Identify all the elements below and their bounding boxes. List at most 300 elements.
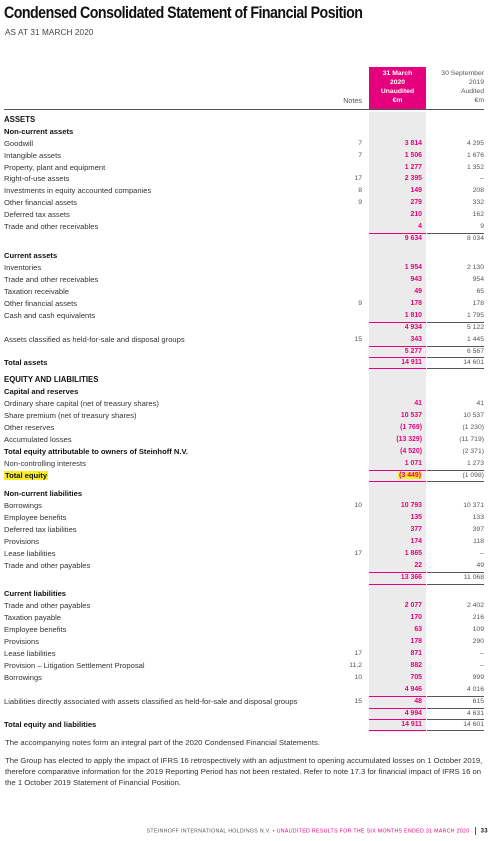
row-note <box>324 548 362 559</box>
row-previous-value-text: – <box>480 662 484 669</box>
row-current-value-text: (4 520) <box>400 448 422 455</box>
page-title: Condensed Consolidated Statement of Financial Position <box>4 4 363 22</box>
row-previous-value-text: 14 601 <box>463 359 484 366</box>
row-current-value <box>369 357 422 368</box>
footer-company: STEINHOFF INTERNATIONAL HOLDINGS N.V. <box>146 828 271 835</box>
row-current-value-text: 4 994 <box>404 710 422 717</box>
row-current-value <box>369 672 422 683</box>
row-label <box>4 274 98 285</box>
row-current-value-text: 14 911 <box>401 359 422 366</box>
row-label-text: Borrowings <box>4 673 42 682</box>
table-row <box>4 600 488 611</box>
current-header-unit: €m <box>392 97 403 104</box>
row-label-text: Non-controlling interests <box>4 459 86 468</box>
page-number: 33 <box>480 828 488 835</box>
table-row <box>4 386 488 397</box>
row-label-text: ASSETS <box>4 115 36 124</box>
row-current-value <box>369 274 422 285</box>
row-current-value-text: 943 <box>410 276 422 283</box>
row-label-text: Current liabilities <box>4 589 67 598</box>
total-rule <box>369 572 426 573</box>
table-row <box>4 512 488 523</box>
row-current-value-text: 2 077 <box>404 602 422 609</box>
table-row <box>4 173 488 184</box>
row-previous-value-text: 49 <box>476 562 484 569</box>
row-current-value <box>369 636 422 647</box>
table-row <box>4 636 488 647</box>
row-current-value <box>369 233 422 244</box>
row-label <box>4 209 70 220</box>
row-label-text: Provisions <box>4 637 40 646</box>
row-current-value <box>369 648 422 659</box>
footer-divider <box>475 827 476 835</box>
row-note <box>324 197 362 208</box>
row-previous-value <box>427 672 484 683</box>
table-row <box>4 298 488 309</box>
row-note-text: 8 <box>358 187 362 194</box>
row-label-text: Total equity attributable to owners of Steinhoff N.V. <box>4 447 188 456</box>
table-row <box>4 262 488 273</box>
row-previous-value <box>427 138 484 149</box>
row-current-value-text: 41 <box>414 400 422 407</box>
row-note <box>324 672 362 683</box>
row-current-value <box>369 684 422 695</box>
row-label-text: Total assets <box>4 358 48 367</box>
total-rule <box>427 368 484 369</box>
total-rule <box>427 357 484 358</box>
row-label <box>4 548 56 559</box>
row-current-value-text: 343 <box>410 336 422 343</box>
table-row <box>4 138 488 149</box>
row-previous-value <box>427 470 484 481</box>
row-current-value-text: 170 <box>410 614 422 621</box>
row-label <box>4 250 57 261</box>
row-note-text: 9 <box>358 199 362 206</box>
row-label-text: Employee benefits <box>4 625 67 634</box>
row-previous-value-text: – <box>480 550 484 557</box>
table-row <box>4 500 488 511</box>
row-note-text: 17 <box>354 650 362 657</box>
row-current-value <box>369 221 422 232</box>
row-label-text: Total equity and liabilities <box>4 720 97 729</box>
row-label-text: Borrowings <box>4 501 42 510</box>
table-row <box>4 560 488 571</box>
row-previous-value <box>427 446 484 457</box>
row-previous-value-text: 14 601 <box>463 721 484 728</box>
row-current-value-text: 13 366 <box>400 574 422 581</box>
row-previous-value <box>427 357 484 368</box>
row-previous-value <box>427 322 484 333</box>
table-row <box>4 374 488 385</box>
row-label-text: Goodwill <box>4 139 34 148</box>
row-label-text: Trade and other receivables <box>4 275 99 284</box>
row-previous-value-text: 9 <box>480 223 484 230</box>
note-integral: The accompanying notes form an integral part of the 2020 Condensed Financial Statements. <box>5 738 320 747</box>
row-current-value-text: 149 <box>410 187 422 194</box>
row-label <box>4 458 86 469</box>
table-row <box>4 126 488 137</box>
row-current-value <box>369 600 422 611</box>
row-current-value-text: 1 071 <box>404 460 422 467</box>
row-label <box>4 488 82 499</box>
table-row <box>4 150 488 161</box>
row-previous-value-text: 162 <box>472 211 484 218</box>
row-previous-value-text: 2 130 <box>466 264 484 271</box>
row-note <box>324 298 362 309</box>
row-current-value <box>369 660 422 671</box>
row-previous-value-text: 133 <box>472 514 484 521</box>
row-note <box>324 150 362 161</box>
previous-header-year: 2019 <box>468 79 484 86</box>
row-previous-value-text: 8 034 <box>466 235 484 242</box>
row-label-text: Provision – Litigation Settlement Proposal <box>4 661 145 670</box>
table-row <box>4 719 488 730</box>
row-previous-value <box>427 524 484 535</box>
note-ifrs16: The Group has elected to apply the impact of IFRS 16 retrospectively with an adjustment to opening accumulated losses on 1 October 2019, therefore comparative information for the 2019 Reporting Period has not been restated. Refer to note 17.3 for financial impact of IFRS 16 on the 1 October 2019 Statement of Financial Position. <box>5 756 483 787</box>
row-current-value <box>369 446 422 457</box>
table-row <box>4 696 488 707</box>
row-current-value-text: 135 <box>410 514 422 521</box>
row-label <box>4 500 42 511</box>
row-label <box>4 221 98 232</box>
row-label <box>4 434 72 445</box>
row-previous-value-text: 5 122 <box>466 324 484 331</box>
row-previous-value <box>427 410 484 421</box>
row-current-value-text: 178 <box>410 638 422 645</box>
table-row <box>4 310 488 321</box>
row-note-text: 7 <box>358 140 362 147</box>
row-previous-value <box>427 286 484 297</box>
row-previous-value-text: 4 631 <box>466 710 484 717</box>
row-label-text: Lease liabilities <box>4 549 56 558</box>
table-row <box>4 684 488 695</box>
row-current-value <box>369 346 422 357</box>
row-label-text: Capital and reserves <box>4 387 79 396</box>
row-previous-value <box>427 512 484 523</box>
row-current-value-text: (13 329) <box>396 436 422 443</box>
total-rule <box>369 481 426 482</box>
table-row <box>4 548 488 559</box>
row-label <box>4 334 185 345</box>
row-label <box>4 600 90 611</box>
row-current-value <box>369 560 422 571</box>
row-label-text: Investments in equity accounted companies <box>4 186 152 195</box>
row-previous-value <box>427 298 484 309</box>
page-subtitle: AS AT 31 MARCH 2020 <box>5 28 94 37</box>
row-label <box>4 636 39 647</box>
row-current-value <box>369 150 422 161</box>
row-label <box>4 286 69 297</box>
row-note-text: 11.2 <box>349 662 362 669</box>
row-previous-value-text: 615 <box>472 698 484 705</box>
row-previous-value <box>427 684 484 695</box>
row-label-text: Trade and other payables <box>4 601 91 610</box>
row-current-value <box>369 334 422 345</box>
row-label <box>4 422 54 433</box>
row-label <box>4 398 159 409</box>
total-rule <box>369 233 426 234</box>
table-row <box>4 221 488 232</box>
row-current-value <box>369 548 422 559</box>
row-current-value-text: 279 <box>410 199 422 206</box>
row-current-value-text: 48 <box>414 698 422 705</box>
row-note <box>324 500 362 511</box>
previous-header-unit: €m <box>474 97 484 104</box>
table-row <box>4 612 488 623</box>
previous-header-status: Audited <box>460 88 484 95</box>
row-current-value-text: 10 793 <box>400 502 422 509</box>
row-previous-value <box>427 346 484 357</box>
row-current-value-text: 10 537 <box>400 412 422 419</box>
table-row <box>4 410 488 421</box>
table-row <box>4 197 488 208</box>
row-note <box>324 173 362 184</box>
row-previous-value <box>427 262 484 273</box>
row-current-value <box>369 708 422 719</box>
row-note <box>324 138 362 149</box>
row-previous-value <box>427 162 484 173</box>
row-label <box>4 185 151 196</box>
row-previous-value-text: 11 068 <box>463 574 484 581</box>
row-label <box>4 262 41 273</box>
total-rule <box>369 346 426 347</box>
total-rule <box>427 481 484 482</box>
row-current-value-text: 4 934 <box>404 324 422 331</box>
row-label-text: Other reserves <box>4 423 55 432</box>
table-row <box>4 708 488 719</box>
row-previous-value <box>427 612 484 623</box>
row-label <box>4 446 188 457</box>
row-current-value <box>369 536 422 547</box>
row-note <box>324 185 362 196</box>
row-label <box>4 560 90 571</box>
row-previous-value <box>427 719 484 730</box>
table-row <box>4 588 488 599</box>
row-current-value-text: (3 449) <box>399 472 421 479</box>
row-previous-value-text: 118 <box>473 538 484 545</box>
row-current-value <box>369 298 422 309</box>
row-current-value <box>369 162 422 173</box>
row-current-value <box>369 322 422 333</box>
row-previous-value <box>427 150 484 161</box>
row-previous-value-text: 999 <box>472 674 484 681</box>
row-previous-value <box>427 233 484 244</box>
row-label-text: Ordinary share capital (net of treasury shares) <box>4 399 159 408</box>
row-previous-value <box>427 209 484 220</box>
row-previous-value-text: 65 <box>476 288 484 295</box>
row-note <box>324 334 362 345</box>
row-label <box>4 648 56 659</box>
row-label <box>4 524 77 535</box>
table-row <box>4 488 488 499</box>
total-rule <box>369 696 426 697</box>
row-current-value-text: 210 <box>410 211 422 218</box>
header-rule <box>4 109 484 110</box>
row-current-value <box>369 470 422 481</box>
total-rule <box>427 730 484 731</box>
row-current-value-text: 174 <box>410 538 422 545</box>
row-label <box>4 150 61 161</box>
row-label-text: Inventories <box>4 263 42 272</box>
row-label-text: Other financial assets <box>4 299 78 308</box>
row-label <box>4 660 145 671</box>
row-previous-value-text: (1 230) <box>462 424 484 431</box>
row-current-value <box>369 719 422 730</box>
table-row <box>4 250 488 261</box>
row-previous-value-text: 954 <box>472 276 484 283</box>
row-previous-value-text: 290 <box>472 638 484 645</box>
row-current-value <box>369 422 422 433</box>
row-current-value <box>369 524 422 535</box>
row-note-text: 9 <box>358 300 362 307</box>
row-label-text: Taxation receivable <box>4 287 70 296</box>
table-row <box>4 185 488 196</box>
row-current-value <box>369 398 422 409</box>
row-previous-value <box>427 185 484 196</box>
row-label-text: Accumulated losses <box>4 435 72 444</box>
row-previous-value <box>427 708 484 719</box>
page-footer <box>0 827 488 835</box>
row-current-value-text: 1 810 <box>404 312 422 319</box>
row-previous-value-text: 41 <box>476 400 484 407</box>
total-rule <box>369 708 426 709</box>
table-row <box>4 357 488 368</box>
row-previous-value-text: 1 795 <box>466 312 484 319</box>
row-note <box>324 660 362 671</box>
current-header-year: 2020 <box>389 79 406 86</box>
row-label <box>4 696 297 707</box>
row-note-text: 10 <box>354 674 362 681</box>
row-note <box>324 648 362 659</box>
row-label <box>4 512 66 523</box>
table-row <box>4 624 488 635</box>
row-label-text: Other financial assets <box>4 198 78 207</box>
row-previous-value <box>427 197 484 208</box>
table-row <box>4 660 488 671</box>
row-previous-value <box>427 536 484 547</box>
table-row <box>4 470 488 481</box>
row-current-value <box>369 410 422 421</box>
row-current-value-text: 4 946 <box>404 686 422 693</box>
total-rule <box>427 584 484 585</box>
total-rule <box>427 572 484 573</box>
total-rule <box>369 584 426 585</box>
row-note-text: 15 <box>354 336 362 343</box>
table-row <box>4 114 488 125</box>
row-previous-value-text: 216 <box>472 614 484 621</box>
row-label <box>4 588 66 599</box>
row-label-text: Share premium (net of treasury shares) <box>4 411 137 420</box>
footer-separator: • <box>272 828 275 835</box>
row-current-value <box>369 173 422 184</box>
row-previous-value <box>427 422 484 433</box>
row-previous-value <box>427 624 484 635</box>
row-label-text: Total equity <box>5 471 48 480</box>
row-note <box>324 696 362 707</box>
row-current-value <box>369 434 422 445</box>
row-label <box>4 719 96 730</box>
row-previous-value-text: 332 <box>472 199 484 206</box>
table-row <box>4 398 488 409</box>
table-row <box>4 422 488 433</box>
row-current-value <box>369 512 422 523</box>
row-current-value-text: 3 814 <box>404 140 422 147</box>
table-row <box>4 286 488 297</box>
row-current-value <box>369 572 422 583</box>
row-current-value-text: 9 634 <box>404 235 422 242</box>
row-label <box>4 536 39 547</box>
row-current-value <box>369 185 422 196</box>
row-current-value <box>369 138 422 149</box>
row-label-text: Non-current liabilities <box>4 489 83 498</box>
row-label-text: Provisions <box>4 537 40 546</box>
row-previous-value-text: (1 098) <box>462 472 484 479</box>
row-label-text: Intangible assets <box>4 151 61 160</box>
table-row <box>4 672 488 683</box>
row-previous-value-text: 10 371 <box>463 502 484 509</box>
table-row <box>4 274 488 285</box>
row-previous-value-text: 2 402 <box>466 602 484 609</box>
row-previous-value-text: – <box>480 650 484 657</box>
row-note-text: 17 <box>354 175 362 182</box>
previous-header-date: 30 September <box>441 70 484 77</box>
row-previous-value-text: (11 719) <box>459 436 484 443</box>
row-label <box>4 162 105 173</box>
row-previous-value-text: 109 <box>472 626 484 633</box>
row-current-value-text: 178 <box>410 300 422 307</box>
row-current-value <box>369 209 422 220</box>
row-label <box>4 612 61 623</box>
row-label-text: Trade and other receivables <box>4 222 99 231</box>
row-label <box>4 672 42 683</box>
row-label-text: Deferred tax assets <box>4 210 70 219</box>
row-current-value-text: 1 865 <box>404 550 422 557</box>
row-previous-value-text: 178 <box>472 300 484 307</box>
table-row <box>4 446 488 457</box>
total-rule <box>427 708 484 709</box>
table-row <box>4 322 488 333</box>
row-label <box>4 470 48 481</box>
row-previous-value <box>427 334 484 345</box>
total-rule <box>427 322 484 323</box>
total-rule <box>369 368 426 369</box>
table-row <box>4 434 488 445</box>
row-current-value-text: 14 911 <box>401 721 422 728</box>
row-label-text: Current assets <box>4 251 58 260</box>
row-note-text: 10 <box>354 502 362 509</box>
current-header-date: 31 March <box>382 70 413 77</box>
total-rule <box>427 719 484 720</box>
total-rule <box>427 470 484 471</box>
row-note-text: 17 <box>354 550 362 557</box>
row-label <box>4 114 35 125</box>
total-rule <box>427 696 484 697</box>
total-rule <box>369 470 426 471</box>
row-label-text: Property, plant and equipment <box>4 163 106 172</box>
table-row <box>4 536 488 547</box>
row-previous-value <box>427 310 484 321</box>
row-previous-value <box>427 274 484 285</box>
row-previous-value <box>427 600 484 611</box>
row-label <box>4 386 78 397</box>
total-rule <box>369 322 426 323</box>
table-row <box>4 209 488 220</box>
row-previous-value <box>427 221 484 232</box>
row-current-value-text: 2 395 <box>404 175 422 182</box>
row-previous-value-text: 1 352 <box>466 164 484 171</box>
row-previous-value <box>427 458 484 469</box>
row-previous-value-text: (2 371) <box>462 448 484 455</box>
